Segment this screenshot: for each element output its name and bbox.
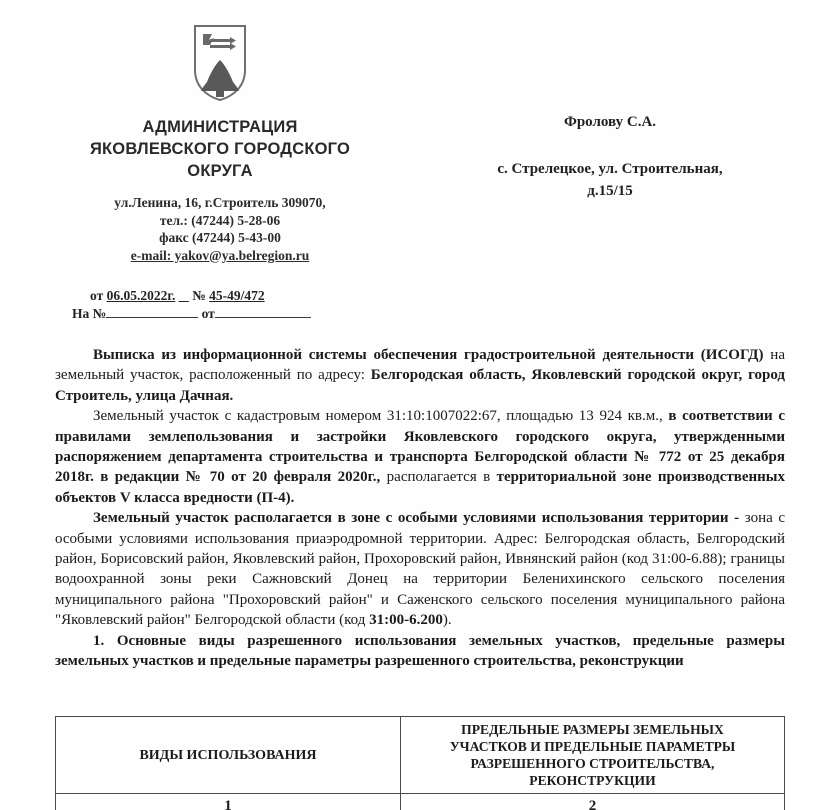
permitted-use-table: [55, 716, 785, 810]
table-header-parameters: [401, 717, 785, 794]
table-header-parameters-line-3: РАЗРЕШЕННОГО СТРОИТЕЛЬСТВА,: [470, 756, 715, 771]
parcel-bold-rules: в соответствии с правилами землепользования и застройки Яковлевского городского округа, утвержденными распоряжением департамента строительства и транспорта Белгородской области № 772 от 25 декабря 2018г. в редакции № 70 от 20 февраля 2020г.,: [55, 408, 785, 486]
zone-bold-code: 31:00-6.200: [369, 612, 443, 629]
table-column-number-row: [56, 794, 785, 810]
coat-of-arms-emblem: [192, 24, 248, 102]
incoming-date-blank[interactable]: [215, 306, 311, 318]
addressee-block: [455, 112, 765, 202]
zone-bold-lead: Земельный участок располагается в зоне с особыми условиями использования территории -: [93, 510, 745, 527]
intro-bold-address: Белгородская область, Яковлевский городской округ, город Строитель, улица Дачная.: [55, 367, 786, 404]
addressee-address-line-2: д.15/15: [587, 183, 633, 199]
section-one-heading: 1. Основные виды разрешенного использования земельных участков, предельные размеры земельных участков и предельные параметры разрешенного строительства, реконструкции: [55, 632, 785, 670]
addressee-address-line-1: с. Стрелецкое, ул. Строительная,: [497, 161, 723, 177]
ot-label-2: от: [201, 306, 215, 321]
document-body: [55, 345, 785, 672]
phone-number: тел.: (47244) 5-28-06: [159, 212, 281, 228]
org-title-line-1: АДМИНИСТРАЦИЯ: [142, 118, 298, 136]
paragraph-section-one: [55, 631, 785, 672]
postal-address: ул.Ленина, 16, г.Строитель 309070,: [114, 195, 326, 210]
column-number-1: 1: [56, 794, 401, 810]
outgoing-date-value: 06.05.2022г.: [106, 288, 176, 303]
paragraph-special-zone: [55, 508, 785, 630]
incoming-number-blank[interactable]: [106, 306, 198, 318]
parcel-regular-lead: Земельный участок с кадастровым номером 31:10:1007022:67, площадью 13 924 кв.м.,: [93, 408, 669, 425]
parcel-regular-mid: располагается в: [380, 469, 497, 486]
organization-title: [55, 116, 385, 182]
table-header-row: [56, 717, 785, 794]
org-title-line-3: ОКРУГА: [187, 162, 253, 180]
table-header-parameters-line-2: УЧАСТКОВ И ПРЕДЕЛЬНЫЕ ПАРАМЕТРЫ: [449, 739, 736, 754]
addressee-name: Фролову С.А.: [563, 114, 657, 130]
table-header-parameters-line-1: ПРЕДЕЛЬНЫЕ РАЗМЕРЫ ЗЕМЕЛЬНЫХ: [461, 722, 724, 737]
contact-block: [55, 194, 385, 264]
org-title-line-2: ЯКОВЛЕВСКОГО ГОРОДСКОГО: [89, 140, 351, 158]
ot-label: от: [90, 288, 104, 303]
reference-line: [72, 287, 362, 323]
table-header-parameters-line-4: РЕКОНСТРУКЦИИ: [529, 773, 656, 788]
intro-regular-mid: на земельный участок, расположенный по адресу:: [55, 347, 785, 384]
fax-number: факс (47244) 5-43-00: [159, 230, 281, 245]
letterhead: [55, 24, 385, 264]
paragraph-intro: [55, 345, 785, 406]
outgoing-reference-row: [72, 287, 362, 305]
outgoing-number-value: 45-49/472: [209, 288, 265, 303]
email-link[interactable]: e-mail: yakov@ya.belregion.ru: [130, 247, 310, 263]
zone-regular-tail: ).: [442, 612, 452, 629]
column-number-2: 2: [401, 794, 785, 810]
paragraph-parcel: [55, 406, 785, 508]
na-number-label: На №: [72, 306, 107, 321]
table-header-uses: ВИДЫ ИСПОЛЬЗОВАНИЯ: [56, 717, 401, 794]
addressee-address: [455, 158, 765, 202]
intro-bold-lead: Выписка из информационной системы обеспечения градостроительной деятельности (ИСОГД): [93, 347, 764, 363]
parcel-bold-zone: территориальной зоне производственных объектов V класса вредности (П-4).: [55, 469, 785, 506]
number-symbol: №: [192, 288, 206, 303]
zone-regular-body: зона с особыми условиями использования приаэродромной территории. Адрес: Белгородская область, Белгородский район, Борисовский район, Яковлевский район, Прохоровский район, Ивнянский район (код 31:00-6.88); границы водоохранной зоны реки Сажновский Донец на территории Беленихинского сельского поселения муниципального района "Прохоровский район" и Саженского сельского поселения муниципального района "Яковлевский район" Белгородской области (код: [55, 510, 785, 629]
incoming-reference-row: [72, 305, 362, 323]
